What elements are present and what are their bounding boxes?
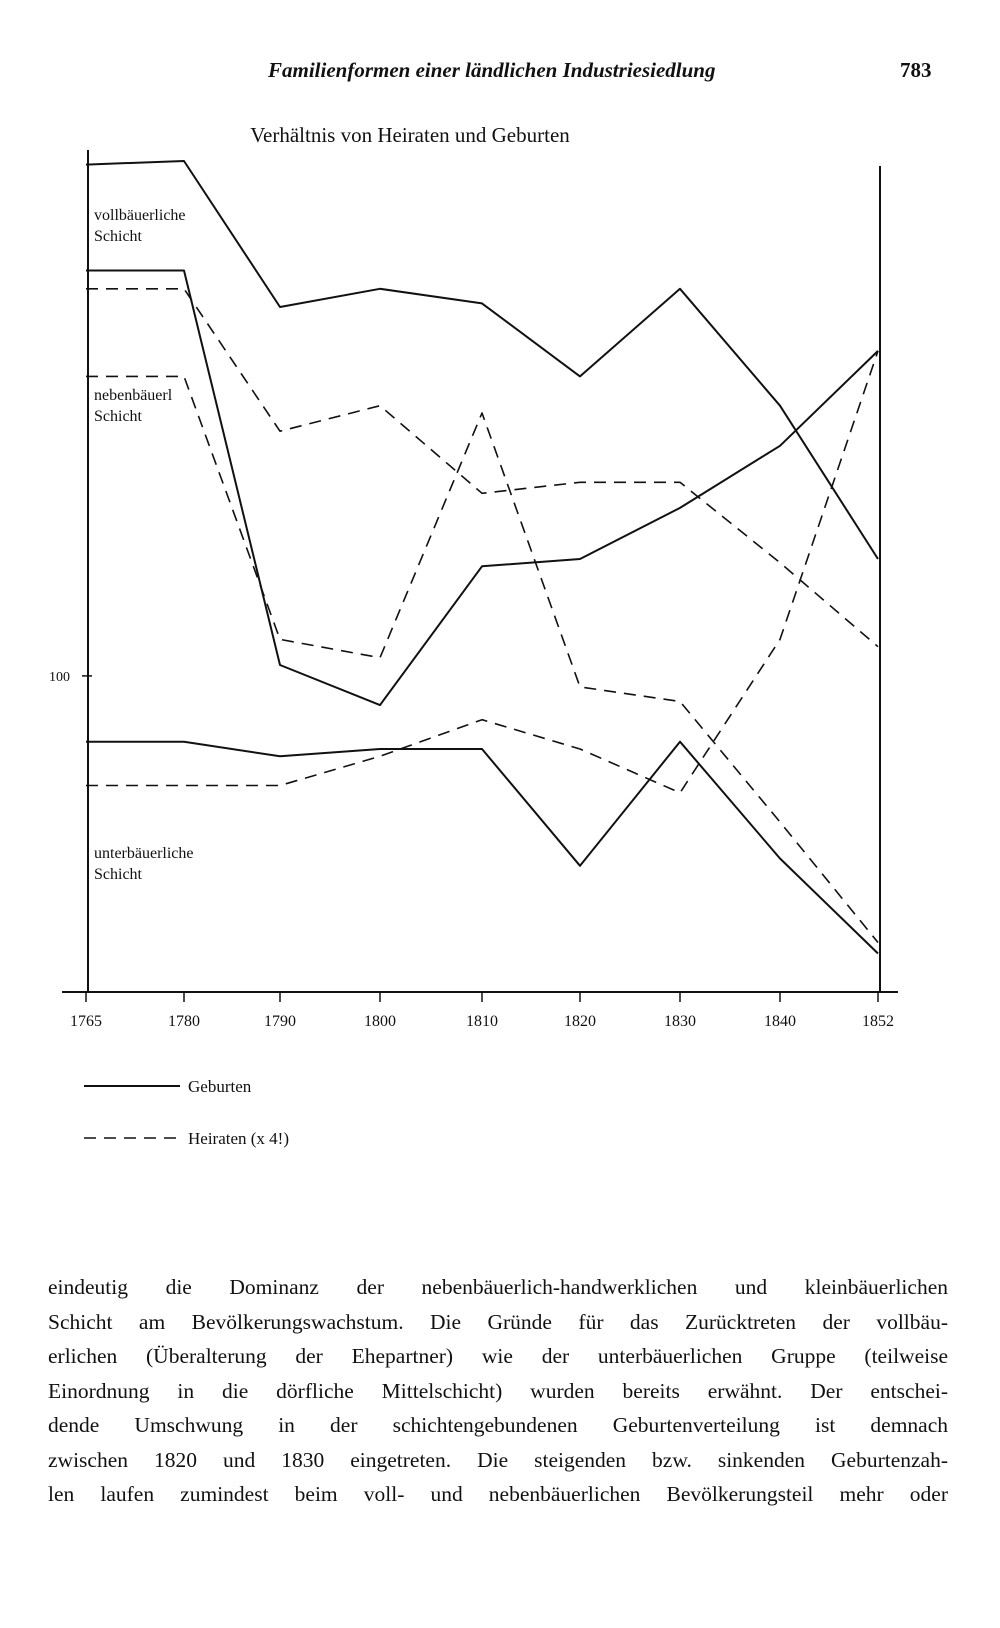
body-text-line: Schicht am Bevölkerungswachstum. Die Gründe für das Zurücktreten der vollbäu-	[48, 1309, 948, 1334]
running-head	[0, 58, 1000, 88]
x-tick-label: 1780	[168, 1013, 200, 1030]
body-text-line: dende Umschwung in der schichtengebundenen Geburtenverteilung ist demnach	[48, 1413, 948, 1437]
x-tick-label: 1810	[466, 1013, 498, 1030]
stratum-label: Schicht	[94, 866, 142, 883]
body-text-line: zwischen 1820 und 1830 eingetreten. Die steigenden bzw. sinkenden Geburtenzah-	[48, 1447, 948, 1472]
x-tick-label: 1840	[764, 1013, 796, 1030]
legend-label: Heiraten (x 4!)	[188, 1129, 290, 1148]
legend-label: Geburten	[188, 1077, 252, 1096]
body-text-line: len laufen zumindest beim voll- und nebenbäuerlichen Bevölkerungsteil mehr oder	[48, 1482, 948, 1506]
line-chart	[0, 110, 1000, 1200]
body-paragraph	[48, 1270, 948, 1512]
series-line-5	[86, 351, 878, 793]
series-line-2	[86, 271, 878, 706]
y-tick-label: 100	[49, 669, 70, 685]
chart-title: Verhältnis von Heiraten und Geburten	[250, 123, 570, 147]
figure-marriages-births	[0, 110, 1000, 1200]
x-tick-label: 1800	[364, 1013, 396, 1030]
page-number: 783	[900, 58, 932, 82]
series-line-4	[86, 742, 878, 954]
series-line-3	[86, 376, 878, 942]
stratum-label: nebenbäuerl	[94, 387, 173, 404]
x-tick-label: 1852	[862, 1013, 894, 1030]
x-tick-label: 1820	[564, 1013, 596, 1030]
stratum-label: vollbäuerliche	[94, 207, 186, 224]
x-tick-label: 1790	[264, 1013, 296, 1030]
stratum-label: unterbäuerliche	[94, 845, 194, 862]
x-tick-label: 1765	[70, 1013, 102, 1030]
series-line-1	[86, 289, 878, 647]
stratum-label: Schicht	[94, 408, 142, 425]
x-tick-label: 1830	[664, 1013, 696, 1030]
running-title: Familienformen einer ländlichen Industriesiedlung	[268, 58, 716, 82]
body-text-line: Einordnung in die dörfliche Mittelschicht) wurden bereits erwähnt. Der entschei-	[48, 1378, 948, 1403]
stratum-label: Schicht	[94, 228, 142, 245]
body-text-line: eindeutig die Dominanz der nebenbäuerlich-handwerklichen und kleinbäuerlichen	[48, 1275, 948, 1299]
body-text-line: erlichen (Überalterung der Ehepartner) wie der unterbäuerlichen Gruppe (teilweise	[48, 1344, 948, 1368]
